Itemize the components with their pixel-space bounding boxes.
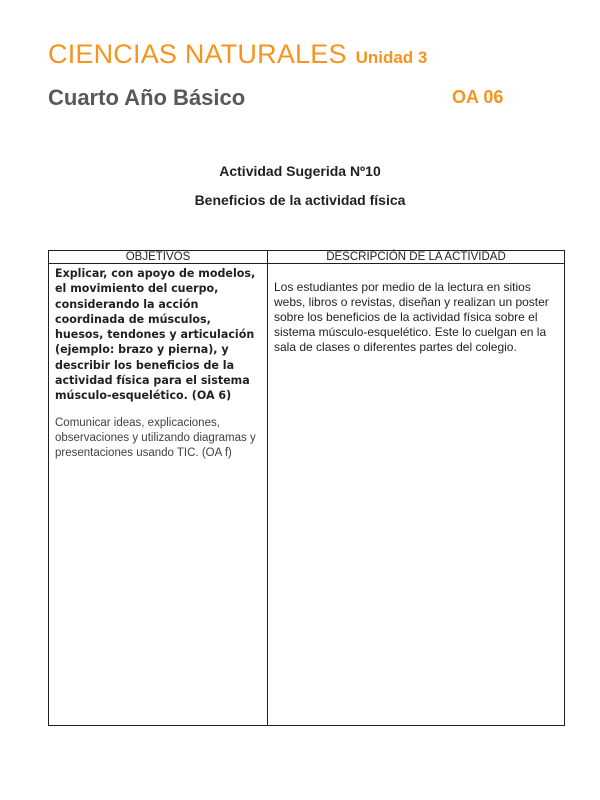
activity-subtitle: Beneficios de la actividad física [194,192,406,208]
description-header: DESCRIPCIÓN DE LA ACTIVIDAD [268,251,565,264]
objectives-cell [49,264,268,726]
activity-table [48,250,565,726]
subject-name: CIENCIAS NATURALES [48,39,347,69]
oa-code: OA 06 [452,87,504,107]
activity-title: Actividad Sugerida Nº10 [219,163,381,179]
table-header-row [49,251,565,264]
description-cell [268,264,565,726]
activity-description-text: Los estudiantes por medio de la lectura en sitios webs, libros o revistas, diseñan y realizan un poster sobre los beneficios de la actividad física sobre el sistema músculo-esquelético. Este lo cuelgan en la sala de clases o diferentes partes del colegio. [274,280,549,354]
unit-label: Unidad 3 [355,48,428,67]
objective-main-text: Explicar, con apoyo de modelos, el movimiento del cuerpo, considerando la acción coordinada de músculos, huesos, tendones y articulación (ejemplo: brazo y pierna), y describir los beneficios de la actividad física para el sistema músculo-esquelético. (OA 6) [55,267,256,403]
objective-secondary-text: Comunicar ideas, explicaciones, observaciones y utilizando diagramas y presentaciones usando TIC. (OA f) [55,416,256,459]
table-row [49,264,565,726]
objectives-header: OBJETIVOS [49,251,268,264]
subject-title [48,34,427,71]
grade-title: Cuarto Año Básico [48,85,246,110]
